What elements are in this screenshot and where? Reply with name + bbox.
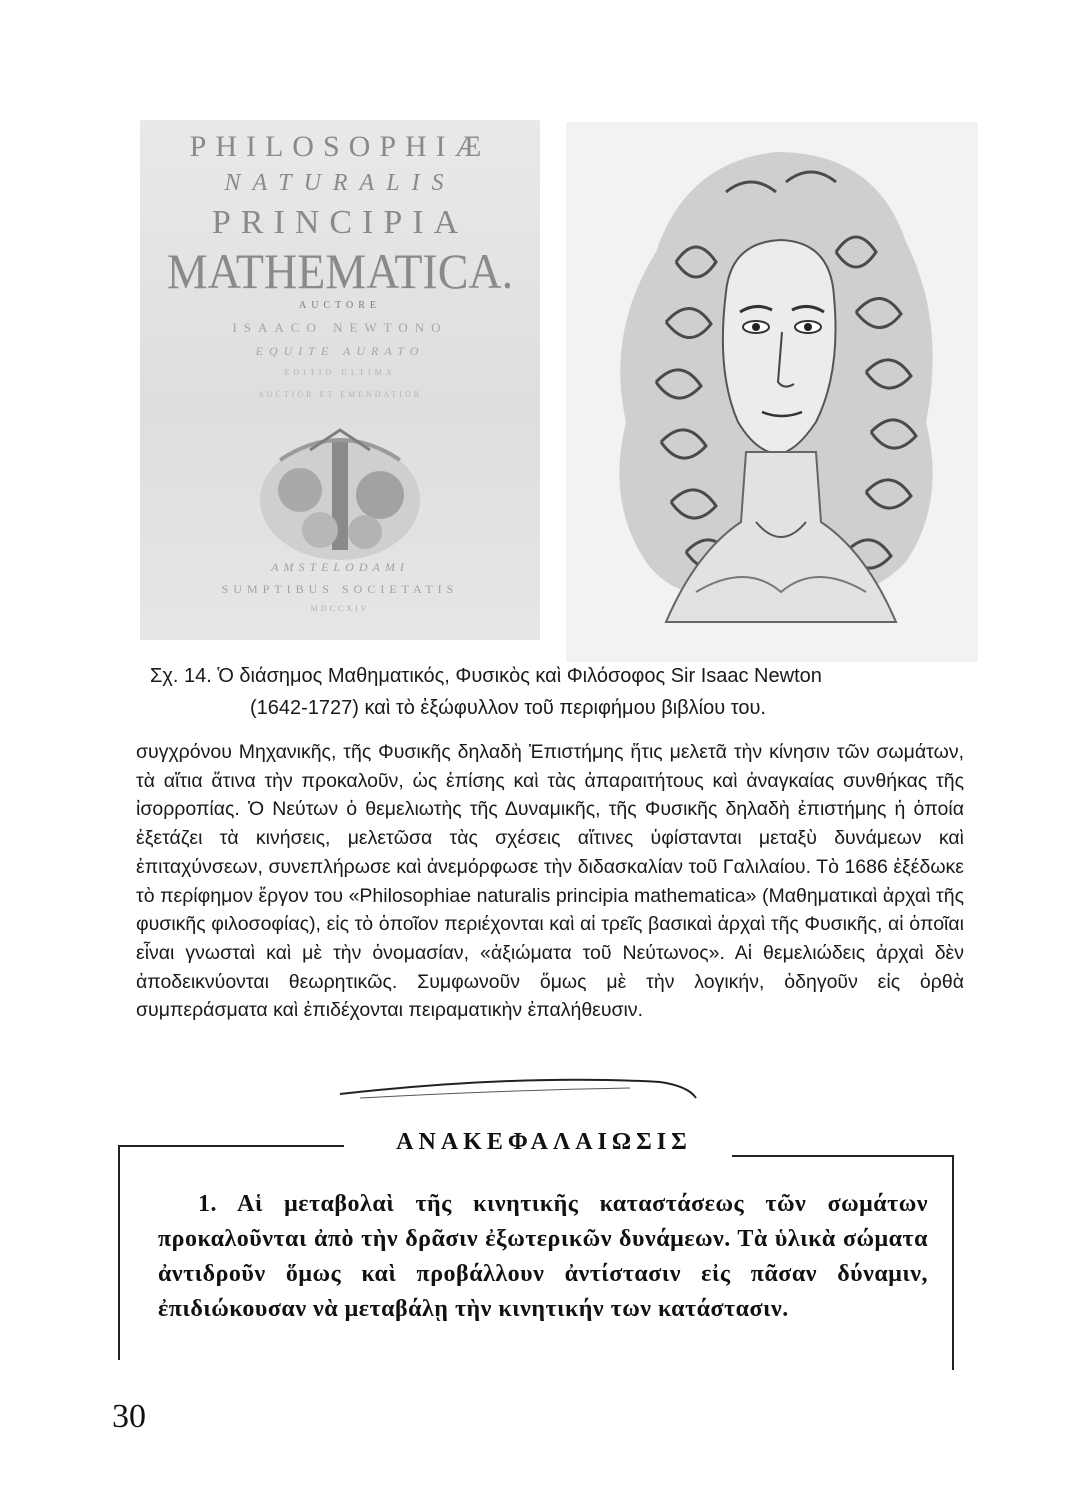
decorative-swash [330,1068,710,1108]
title-page-line: EQUITE AURATO [255,344,425,358]
title-page-line: AUCTORE [298,300,382,311]
summary-heading: ΑΝΑΚΕΦΑΛΑΙΩΣΙΣ [396,1129,692,1155]
box-border-left [118,1145,120,1360]
summary-item-1: 1. Αἱ μεταβολαὶ τῆς κινητικῆς καταστάσεως τῶν σωμάτων προκαλοῦνται ἀπὸ τὴν δρᾶσιν ἐξωτερικῶν δυνάμεων. Τὰ ὑλικὰ σώματα ἀντιδροῦν ὅμως καὶ προβάλλουν ἀντίστασιν εἰς πᾶσαν δύναμιν, ἐπιδιώκουσαν νὰ μεταβάλῃ τὴν κινητικήν των κατάστασιν. [158,1191,928,1322]
title-page-line: PRINCIPIA [211,204,469,241]
caption-line-2: (1642-1727) καὶ τὸ ἐξώφυλλον τοῦ περιφήμου βιβλίου του. [250,697,766,719]
summary-box [118,1129,954,1370]
portrait-drawing [566,122,978,662]
title-page-line: AMSTELODAMI [271,560,409,574]
title-page-line: MATHEMATICA. [166,243,514,299]
figure-caption [150,660,970,724]
printer-vignette-illustration [240,420,440,570]
box-border-right [952,1155,954,1370]
box-border-top-right [732,1155,954,1157]
principia-title-page-image [140,120,540,640]
newton-portrait-image [566,122,978,662]
page-number: 30 [112,1398,146,1435]
caption-line-1: Σχ. 14. Ὁ διάσημος Μαθηματικός, Φυσικὸς καὶ Φιλόσοφος Sir Isaac Newton [150,665,822,687]
title-page-line: MDCCXIV [310,604,370,613]
body-paragraph: συγχρόνου Μηχανικῆς, τῆς Φυσικῆς δηλαδὴ Ἐπιστήμης ἥτις μελετᾶ τὴν κίνησιν τῶν σωμάτων, τὰ αἴτια ἅτινα τὴν προκαλοῦν, ὡς ἐπίσης καὶ τὰς ἀπαραιτήτους καὶ ἀναγκαίας συνθήκας τῆς ἰσορροπίας. Ὁ Νεύτων ὁ θεμελιωτὴς τῆς Δυναμικῆς, τῆς Φυσικῆς δηλαδὴ ἐπιστήμης ἡ ὁποία ἐξετάζει τὰ κινήσεις, μελετῶσα τὰς σχέσεις αἵτινες ὑφίστανται μεταξὺ δυνάμεων καὶ ἐπιταχύνσεων, συνεπλήρωσε καὶ ἀνεμόρφωσε τὴν διδασκαλίαν τοῦ Γαλιλαίου. Τὸ 1686 ἐξέδωκε τὸ περίφημον ἔργον του «Philosophiae naturalis principia mathematica» (Μαθηματικαὶ ἀρχαὶ τῆς φυσικῆς φιλοσοφίας), εἰς τὸ ὁποῖον περιέχονται καὶ αἱ τρεῖς βασικαὶ ἀρχαὶ τῆς Φυσικῆς, αἱ ὁποῖαι εἶναι γνωσταὶ καὶ μὲ τὴν ὀνομασίαν, «ἀξιώματα τοῦ Νεύτωνος». Αἱ θεμελιώδεις ἀρχαὶ δὲν ἀποδεικνύονται θεωρητικῶς. Συμφωνοῦν ὅμως μὲ τὴν λογικήν, ὁδηγοῦν εἰς ὀρθὰ συμπεράσματα καὶ ἐπιδέχονται πειραματικὴν ἐπαλήθευσιν. [136,741,964,1022]
title-page-line: ISAACO NEWTONO [232,320,448,335]
title-page-line: SUMPTIBUS SOCIETATIS [221,582,459,596]
title-page-line: PHILOSOPHIÆ [189,130,491,163]
box-border-top-left [118,1145,344,1147]
title-page-line: NATURALIS [224,170,456,196]
title-page-line: EDITIO ULTIMA [284,368,396,377]
title-page-line: AUCTIOR ET EMENDATIOR [257,390,423,399]
